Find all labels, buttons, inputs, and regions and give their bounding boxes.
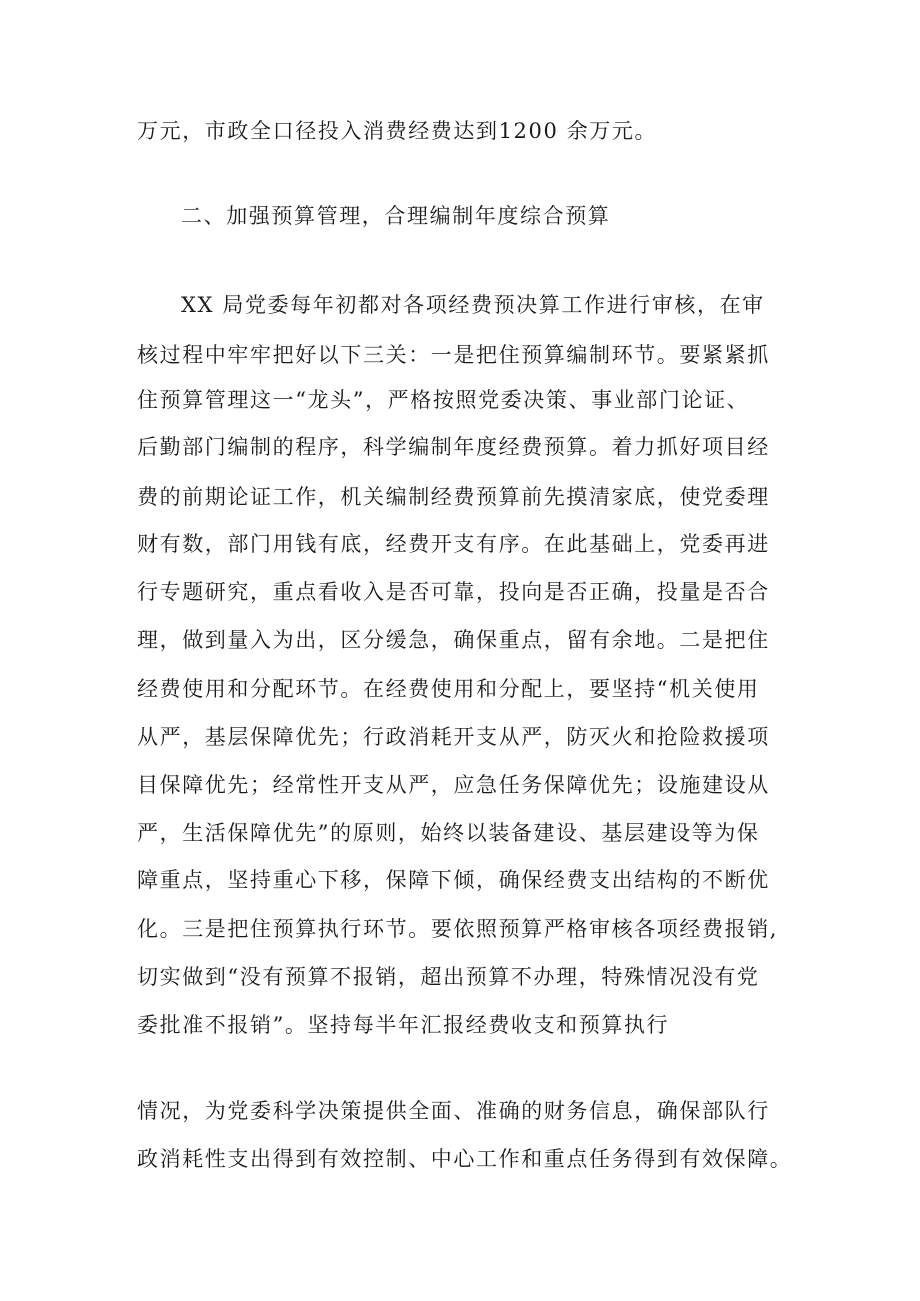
paragraph-line: 从严，基层保障优先；行政消耗开支从严，防灭火和抢险救援项 xyxy=(137,725,770,749)
paragraph-line: 财有数，部门用钱有底，经费开支有序。在此基础上，党委再进 xyxy=(137,532,770,556)
paragraph-line: 核过程中牢牢把好以下三关：一是把住预算编制环节。要紧紧抓 xyxy=(137,343,770,367)
paragraph-line: 情况，为党委科学决策提供全面、准确的财务信息，确保部队行 xyxy=(137,1099,770,1123)
paragraph-line: 费的前期论证工作，机关编制经费预算前先摸清家底，使党委理 xyxy=(137,485,770,509)
section-heading: 二、加强预算管理，合理编制年度综合预算 xyxy=(181,204,611,228)
paragraph-line: 政消耗性支出得到有效控制、中心工作和重点任务得到有效保障。 xyxy=(137,1147,793,1171)
paragraph-line: 理，做到量入为出，区分缓急，确保重点，留有余地。二是把住 xyxy=(137,628,770,652)
paragraph-line: 经费使用和分配环节。在经费使用和分配上，要坚持“机关使用 xyxy=(137,677,760,701)
paragraph-line: 后勤部门编制的程序，科学编制年度经费预算。着力抓好项目经 xyxy=(137,435,770,459)
paragraph-line: 化。三是把住预算执行环节。要依照预算严格审核各项经费报销, xyxy=(137,917,779,941)
paragraph-line: 万元，市政全口径投入消费经费达到1200 余万元。 xyxy=(137,119,658,143)
paragraph-line: 目保障优先；经常性开支从严，应急任务保障优先；设施建设从 xyxy=(137,773,770,797)
paragraph-line: 委批准不报销”。坚持每半年汇报经费收支和预算执行 xyxy=(137,1013,670,1037)
paragraph-line: 严，生活保障优先”的原则，始终以装备建设、基层建设等为保 xyxy=(137,821,760,845)
paragraph-line: 行专题研究，重点看收入是否可靠，投向是否正确，投量是否合 xyxy=(137,580,770,604)
paragraph-line: 切实做到“没有预算不报销，超出预算不办理，特殊情况没有党 xyxy=(137,965,760,989)
paragraph-line: 住预算管理这一“龙头”，严格按照党委决策、事业部门论证、 xyxy=(137,388,750,412)
paragraph-line: XX 局党委每年初都对各项经费预决算工作进行审核，在审 xyxy=(181,293,765,317)
paragraph-line: 障重点，坚持重心下移，保障下倾，确保经费支出结构的不断优 xyxy=(137,868,770,892)
